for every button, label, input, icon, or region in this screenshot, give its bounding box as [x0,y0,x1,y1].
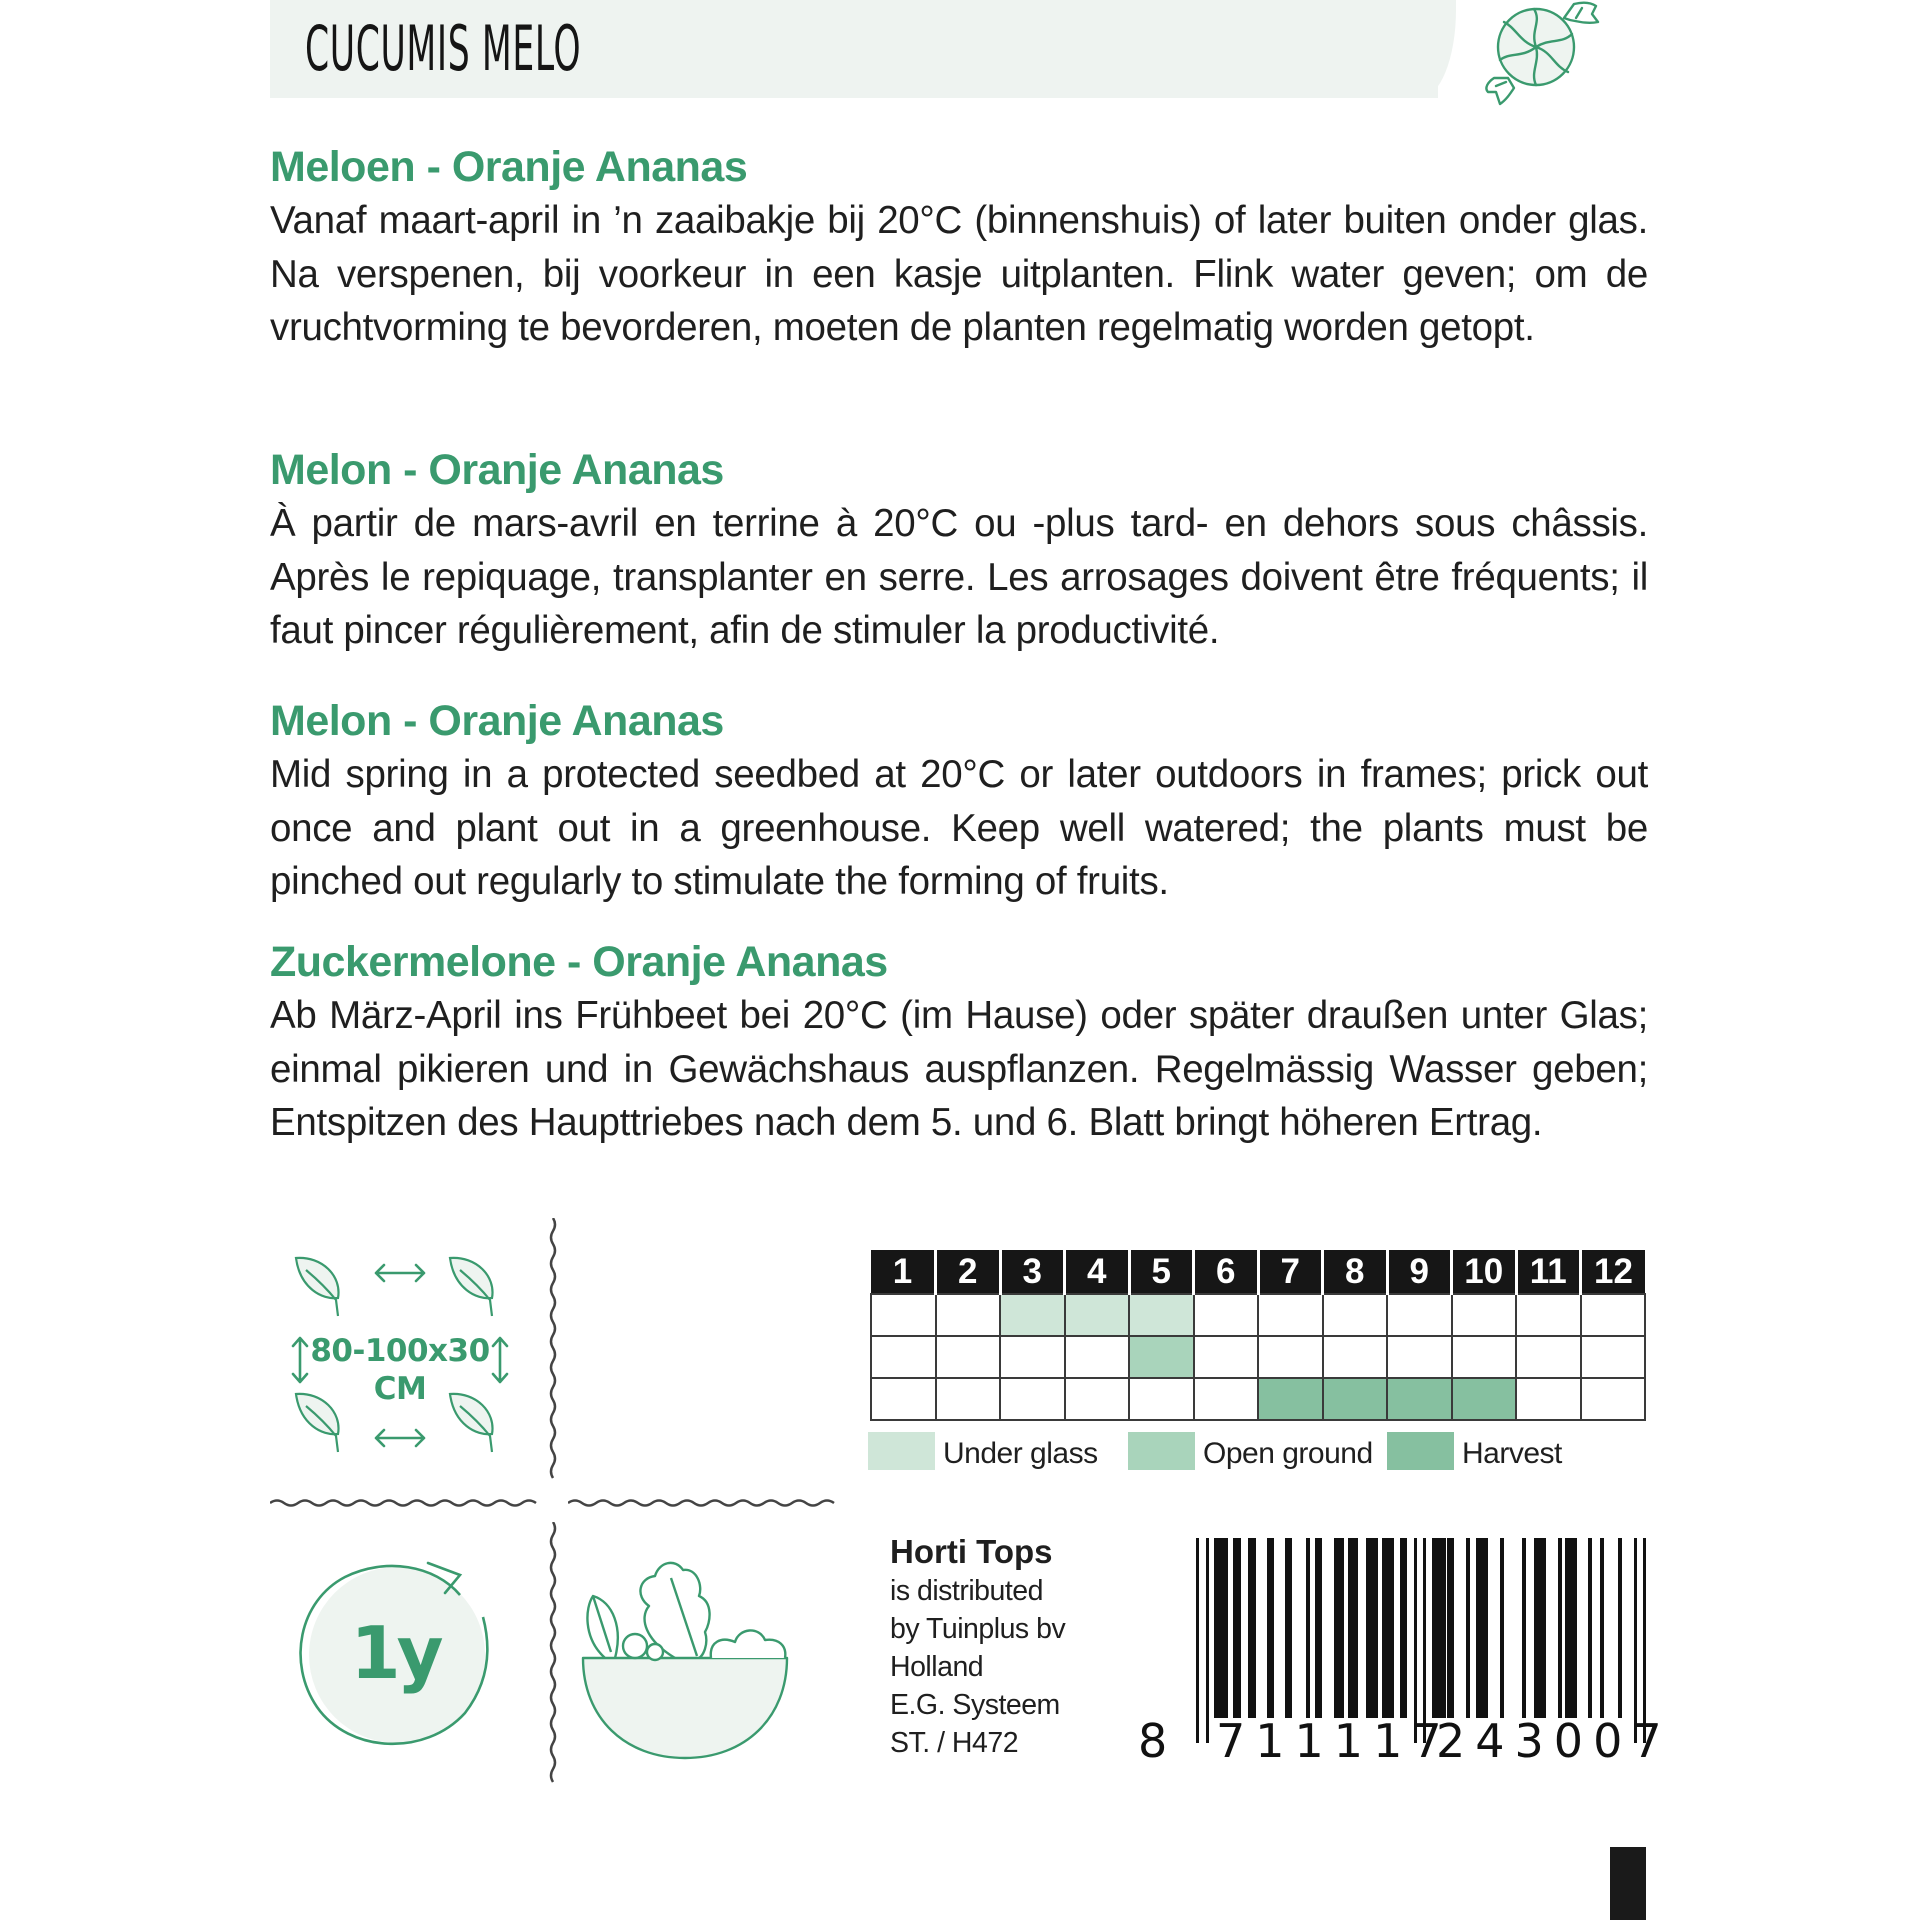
distributor-line: E.G. Systeem [890,1689,1060,1721]
section-title: Meloen - Oranje Ananas [270,143,748,191]
calendar-month-header [871,1250,1645,1294]
legend-harvest [1387,1432,1562,1470]
wavy-divider-vertical-bottom [545,1522,561,1790]
calendar-cell [1129,1336,1194,1378]
section-french [270,443,1648,658]
calendar-cell [1516,1294,1581,1336]
section-title: Zuckermelone - Oranje Ananas [270,938,888,986]
month-header-12: 12 [1581,1250,1646,1294]
section-body: À partir de mars-avril en terrine à 20°C ou -plus tard- en dehors sous châssis. Après le repiquage, transplanter en serre. Les arrosages doivent être fréquents; il faut pincer régulièrement, afin de stimuler la productivité. [270,502,1648,652]
calendar-cell [1258,1336,1323,1378]
spacing-value: 80-100x30 [310,1333,490,1369]
calendar-rows [871,1294,1645,1420]
wavy-divider-vertical-top [545,1218,561,1486]
latin-name: CUCUMIS MELO [305,12,582,85]
calendar-cell [1323,1336,1388,1378]
distributor-line: by Tuinplus bv [890,1613,1066,1645]
calendar-cell [1065,1336,1130,1378]
month-header-11: 11 [1516,1250,1581,1294]
calendar-cell [1323,1378,1388,1420]
section-title: Melon - Oranje Ananas [270,446,724,494]
legend-label: Open ground [1203,1437,1373,1470]
barcode-first-digit: 8 [1138,1714,1178,1768]
barcode-left-group: 711117 [1216,1714,1452,1768]
calendar-legend [868,1432,1648,1472]
month-header-7: 7 [1258,1250,1323,1294]
legend-open-ground [1128,1432,1373,1470]
calendar-cell [1065,1378,1130,1420]
calendar-cell [1000,1336,1065,1378]
month-header-2: 2 [936,1250,1001,1294]
calendar-cell [936,1294,1001,1336]
calendar-cell [1581,1378,1646,1420]
calendar-cell [1194,1336,1259,1378]
section-body: Vanaf maart-april in ’n zaaibakje bij 20°C (binnenshuis) of later buiten onder glas. Na verspenen, bij voorkeur in een kasje uitplanten. Flink water geven; om de vruchtvorming te bevorderen, moeten de planten regelmatig worden getopt. [270,199,1648,349]
section-dutch [270,140,1648,355]
month-header-4: 4 [1065,1250,1130,1294]
calendar-row-under-glass [871,1294,1645,1336]
legend-swatch-under-glass [868,1432,935,1470]
legend-label: Under glass [943,1437,1098,1470]
calendar-cell [1387,1294,1452,1336]
wavy-divider-horizontal-left [270,1495,538,1511]
calendar-cell [1194,1294,1259,1336]
month-header-10: 10 [1452,1250,1517,1294]
calendar-cell [1194,1378,1259,1420]
calendar-cell [871,1378,936,1420]
sowing-calendar [870,1250,1646,1421]
salad-bowl-icon [575,1548,795,1768]
legend-under-glass [868,1432,1098,1470]
candy-icon [1470,0,1610,110]
black-edge-marker [1610,1847,1646,1920]
legend-swatch-open-ground [1128,1432,1195,1470]
section-body: Mid spring in a protected seedbed at 20°C or later outdoors in frames; prick out once and plant out in a greenhouse. Keep well watered; the plants must be pinched out regularly to stimulate the forming of fruits. [270,753,1648,903]
barcode-right-group: 243007 [1436,1714,1672,1768]
calendar-cell [1581,1336,1646,1378]
calendar-cell [1516,1378,1581,1420]
calendar-cell [1258,1294,1323,1336]
legend-label: Harvest [1462,1437,1562,1470]
calendar-cell [1581,1294,1646,1336]
month-header-6: 6 [1194,1250,1259,1294]
distributor-line: is distributed [890,1575,1043,1607]
ean-barcode [1138,1538,1672,1768]
calendar-cell [1129,1378,1194,1420]
month-header-1: 1 [871,1250,936,1294]
calendar-cell [1323,1294,1388,1336]
calendar-cell [1000,1378,1065,1420]
calendar-row-open-ground [871,1336,1645,1378]
distributor-line: Holland [890,1651,984,1683]
calendar-cell [1452,1294,1517,1336]
section-title: Melon - Oranje Ananas [270,697,724,745]
calendar-cell [1387,1336,1452,1378]
calendar-cell [936,1378,1001,1420]
cycle-label: 1y [350,1611,440,1695]
calendar-row-harvest [871,1378,1645,1420]
calendar-cell [1258,1378,1323,1420]
calendar-cell [936,1336,1001,1378]
distributor-info [890,1532,1065,1762]
plant-spacing-icon [280,1240,520,1470]
calendar-cell [871,1294,936,1336]
section-english [270,694,1648,909]
wavy-divider-horizontal-right [568,1495,836,1511]
calendar-cell [1129,1294,1194,1336]
section-german [270,935,1648,1150]
section-body: Ab März-April ins Frühbeet bei 20°C (im Hause) oder später draußen unter Glas; einmal pikieren und in Gewächshaus auspflanzen. Regelmässig Wasser geben; Entspitzen des Haupttriebes nach dem 5. und 6. Blatt bringt höheren Ertrag. [270,994,1648,1144]
spacing-unit: CM [373,1371,427,1407]
calendar-cell [1065,1294,1130,1336]
calendar-cell [1516,1336,1581,1378]
distributor-line: ST. / H472 [890,1727,1019,1759]
calendar-cell [1000,1294,1065,1336]
month-header-5: 5 [1129,1250,1194,1294]
brand-name: Horti Tops [890,1533,1053,1570]
month-header-8: 8 [1323,1250,1388,1294]
calendar-cell [1387,1378,1452,1420]
month-header-9: 9 [1387,1250,1452,1294]
calendar-cell [1452,1336,1517,1378]
calendar-cell [871,1336,936,1378]
calendar-grid [870,1250,1646,1421]
month-header-3: 3 [1000,1250,1065,1294]
annual-cycle-icon [285,1545,505,1765]
legend-swatch-harvest [1387,1432,1454,1470]
calendar-cell [1452,1378,1517,1420]
